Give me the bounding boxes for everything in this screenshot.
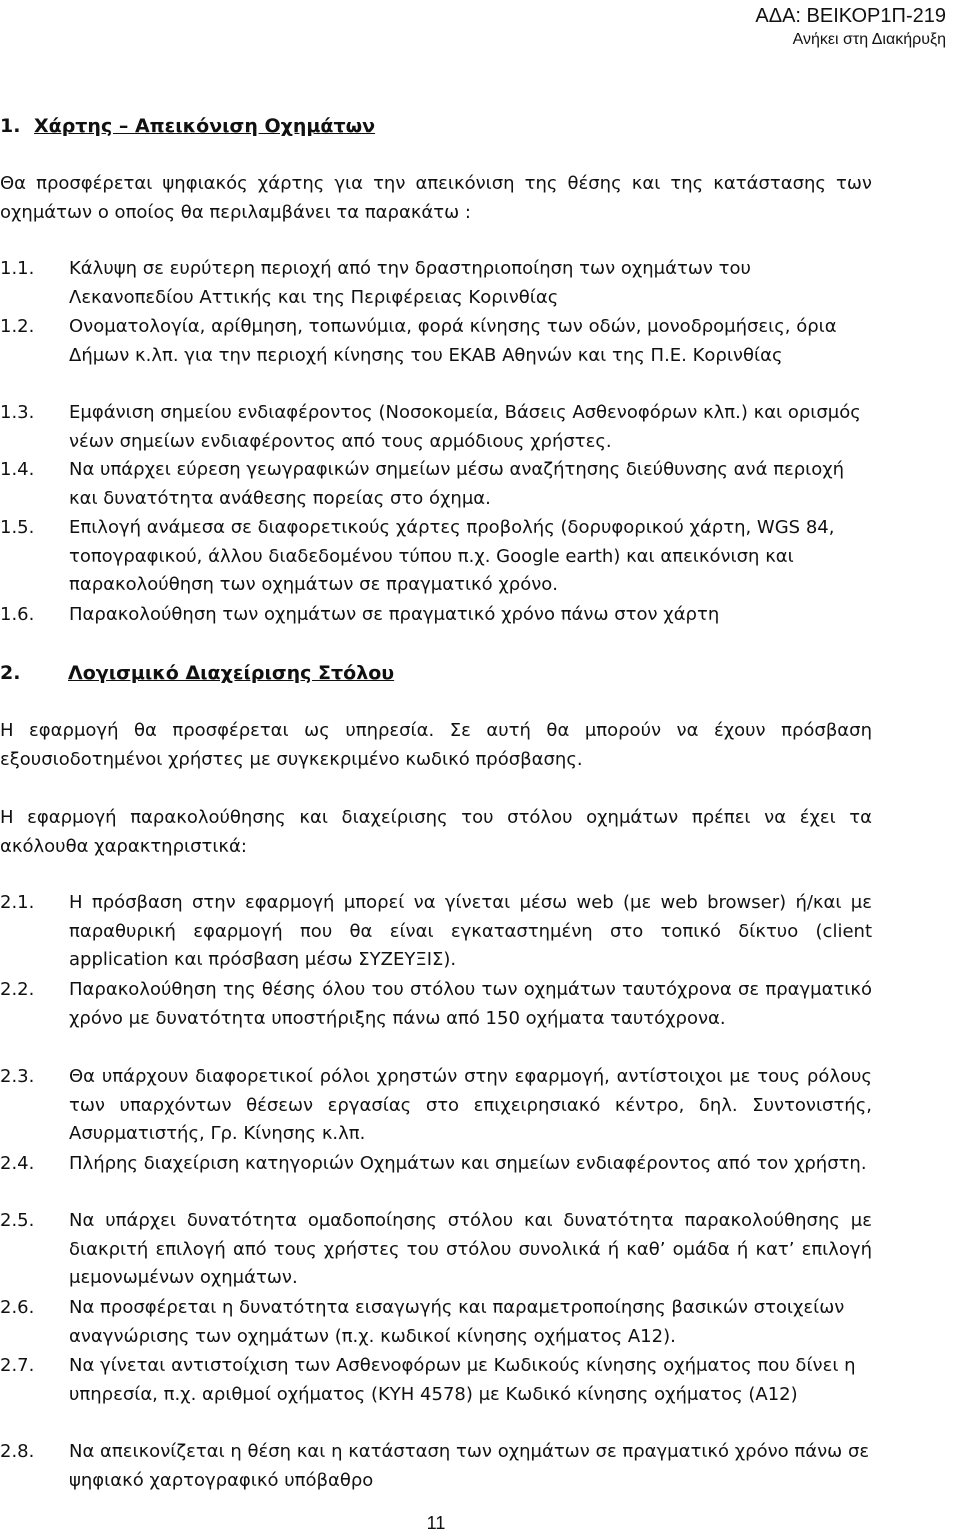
item-text: Η πρόσβαση στην εφαρμογή μπορεί να γίνεται μέσω web (με web browser) ή/και με παραθυρική εφαρμογή που θα είναι εγκαταστημένη στο τοπικό δίκτυο (client application και πρόσβαση μέσω ΣΥΖΕΥΞΙΣ).	[69, 892, 872, 970]
section-number: 1.	[0, 115, 21, 137]
ada-code: ΑΔΑ: ΒΕΙΚΟΡ1Π-219	[755, 5, 946, 27]
item-text: Να γίνεται αντιστοίχιση των Ασθενοφόρων με Κωδικούς κίνησης οχήματος που δίνει η υπηρεσία, π.χ. αριθμοί οχήματος (ΚΥΗ 4578) με Κωδικό κίνησης οχήματος (Α12)	[69, 1355, 856, 1405]
item-number: 2.4.	[0, 1153, 35, 1174]
item-text: Να υπάρχει δυνατότητα ομαδοποίησης στόλου και δυνατότητα παρακολούθησης με διακριτή επιλογή από τους χρήστες του στόλου συνολικά ή καθ’ ομάδα ή κατ’ επιλογή μεμονωμένων οχημάτων.	[69, 1210, 872, 1288]
page-number: 11	[426, 1513, 446, 1533]
section-title: Χάρτης – Απεικόνιση Οχημάτων	[34, 115, 376, 137]
section-1-heading	[0, 113, 375, 139]
item-number: 1.2.	[0, 316, 35, 337]
section-2-heading	[0, 660, 394, 686]
item-number: 2.2.	[0, 979, 35, 1000]
item-text: Κάλυψη σε ευρύτερη περιοχή από την δραστηριοποίηση των οχημάτων του Λεκανοπεδίου Αττικής και της Περιφέρειας Κορινθίας	[69, 258, 751, 308]
item-number: 2.3.	[0, 1066, 35, 1087]
item-text: Ονοματολογία, αρίθμηση, τοπωνύμια, φορά κίνησης των οδών, μονοδρομήσεις, όρια Δήμων κ.λπ. για την περιοχή κίνησης του ΕΚΑΒ Αθηνών και της Π.Ε. Κορινθίας	[69, 316, 837, 366]
item-text: Να υπάρχει εύρεση γεωγραφικών σημείων μέσω αναζήτησης διεύθυνσης ανά περιοχή και δυνατότητα ανάθεσης πορείας στο όχημα.	[69, 459, 845, 509]
item-number: 1.4.	[0, 459, 35, 480]
document-header	[755, 4, 946, 50]
item-number: 2.5.	[0, 1210, 35, 1231]
item-text: Πλήρης διαχείριση κατηγοριών Οχημάτων και σημείων ενδιαφέροντος από τον χρήστη.	[69, 1153, 867, 1174]
item-number: 2.1.	[0, 892, 35, 913]
item-number: 2.6.	[0, 1297, 35, 1318]
item-number: 2.8.	[0, 1441, 35, 1462]
item-number: 1.1.	[0, 258, 35, 279]
item-text: Θα υπάρχουν διαφορετικοί ρόλοι χρηστών στην εφαρμογή, αντίστοιχοι με τους ρόλους των υπαρχόντων θέσεων εργασίας στο επιχειρησιακό κέντρο, δηλ. Συντονιστής, Ασυρματιστής, Γρ. Κίνησης κ.λπ.	[69, 1066, 872, 1144]
item-number: 1.5.	[0, 517, 35, 538]
section-title: Λογισμικό Διαχείρισης Στόλου	[68, 662, 395, 684]
item-number: 2.7.	[0, 1355, 35, 1376]
item-number: 1.6.	[0, 604, 35, 625]
item-text: Παρακολούθηση των οχημάτων σε πραγματικό χρόνο πάνω στον χάρτη	[69, 604, 720, 625]
section-2-paragraph-2: Η εφαρμογή παρακολούθησης και διαχείρισης του στόλου οχημάτων πρέπει να έχει τα ακόλουθα χαρακτηριστικά:	[0, 807, 872, 857]
item-text: Εμφάνιση σημείου ενδιαφέροντος (Νοσοκομεία, Βάσεις Ασθενοφόρων κλπ.) και ορισμός νέων σημείων ενδιαφέροντος από τους αρμόδιους χρήστες.	[69, 402, 861, 452]
section-1-intro: Θα προσφέρεται ψηφιακός χάρτης για την απεικόνιση της θέσης και της κατάστασης των οχημάτων ο οποίος θα περιλαμβάνει τα παρακάτω :	[0, 173, 872, 223]
item-text: Να προσφέρεται η δυνατότητα εισαγωγής και παραμετροποίησης βασικών στοιχείων αναγνώρισης των οχημάτων (π.χ. κωδικοί κίνησης οχήματος Α12).	[69, 1297, 845, 1347]
item-number: 1.3.	[0, 402, 35, 423]
posted-label: Ανήκει στη Διακήρυξη	[792, 31, 946, 48]
item-text: Επιλογή ανάμεσα σε διαφορετικούς χάρτες προβολής (δορυφορικού χάρτη, WGS 84, τοπογραφικού, άλλου διαδεδομένου τύπου π.χ. Google earth) και απεικόνιση και παρακολούθηση των οχημάτων σε πραγματικό χρόνο.	[69, 517, 835, 595]
item-text: Παρακολούθηση της θέσης όλου του στόλου των οχημάτων ταυτόχρονα σε πραγματικό χρόνο με δυνατότητα υποστήριξης πάνω από 150 οχήματα ταυτόχρονα.	[69, 979, 872, 1029]
item-text: Να απεικονίζεται η θέση και η κατάσταση των οχημάτων σε πραγματικό χρόνο πάνω σε ψηφιακό χαρτογραφικό υπόβαθρο	[69, 1441, 870, 1491]
section-number: 2.	[0, 662, 21, 684]
section-2-paragraph-1: Η εφαρμογή θα προσφέρεται ως υπηρεσία. Σε αυτή θα μπορούν να έχουν πρόσβαση εξουσιοδοτημένοι χρήστες με συγκεκριμένο κωδικό πρόσβασης.	[0, 720, 872, 770]
